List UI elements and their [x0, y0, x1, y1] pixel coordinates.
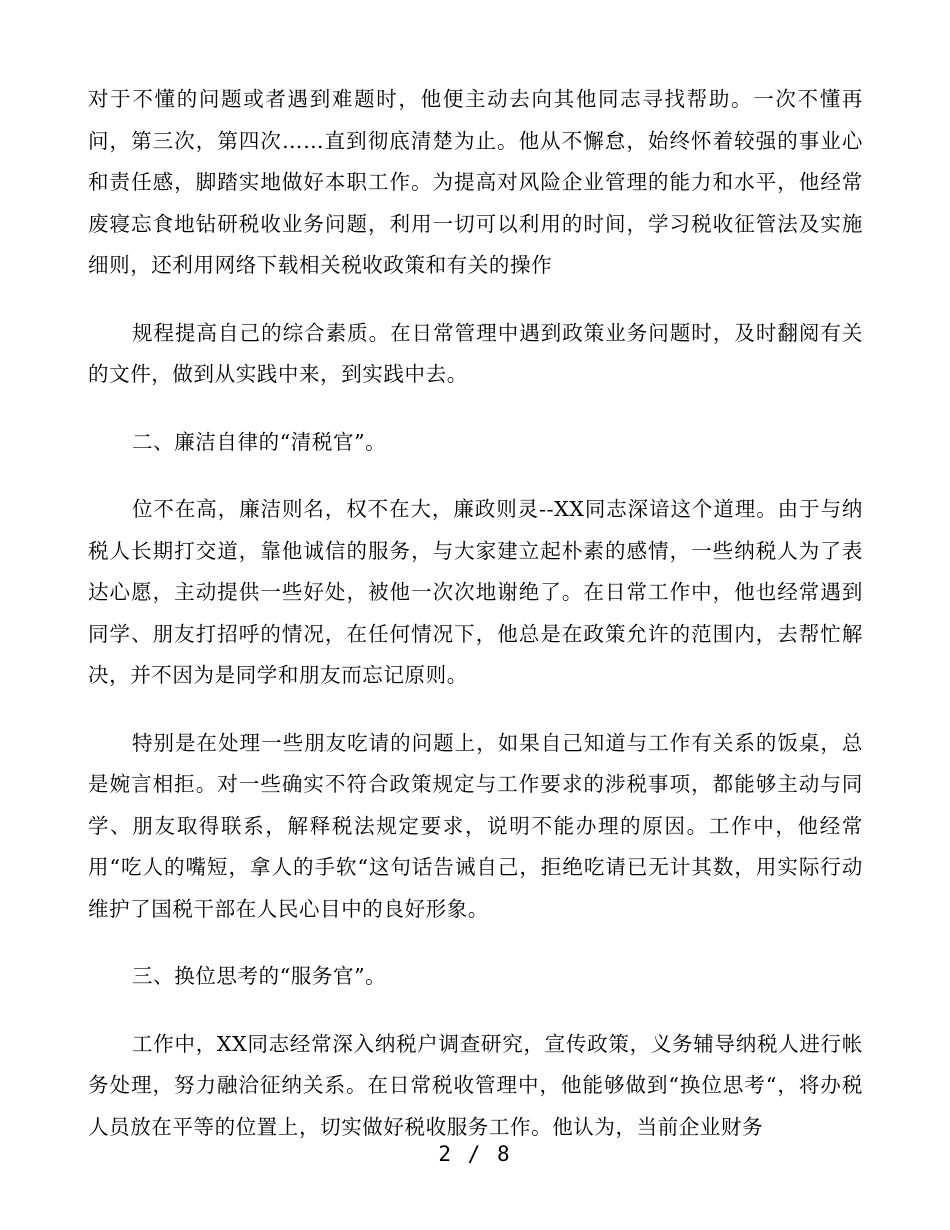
document-body	[88, 79, 863, 1174]
page-number: 2 / 8	[438, 1142, 512, 1166]
paragraph-2: 规程提高自己的综合素质。在日常管理中遇到政策业务问题时，及时翻阅有关的文件，做到从实践中来，到实践中去。	[88, 320, 863, 386]
paragraph-4: 位不在高，廉洁则名，权不在大，廉政则灵--XX同志深谙这个道理。由于与纳税人长期打交道，靠他诚信的服务，与大家建立起朴素的感情，一些纳税人为了表达心愿，主动提供一些好处，被他一次次地谢绝了。在日常工作中，他也经常遇到同学、朋友打招呼的情况，在任何情况下，他总是在政策允许的范围内，去帮忙解决，并不因为是同学和朋友而忘记原则。	[88, 497, 863, 687]
section-heading-2: 二、廉洁自律的“清税官”。	[132, 429, 387, 454]
paragraph-1: 对于不懂的问题或者遇到难题时，他便主动去向其他同志寻找帮助。一次不懂再问，第三次，第四次……直到彻底清楚为止。他从不懈怠，始终怀着较强的事业心和责任感，脚踏实地做好本职工作。为提高对风险企业管理的能力和水平，他经常废寝忘食地钻研税收业务问题，利用一切可以利用的时间，学习税收征管法及实施细则，还利用网络下载相关税收政策和有关的操作	[88, 87, 863, 277]
paragraph-5: 特别是在处理一些朋友吃请的问题上，如果自己知道与工作有关系的饭桌，总是婉言相拒。对一些确实不符合政策规定与工作要求的涉税事项，都能够主动与同学、朋友取得联系，解释税法规定要求，说明不能办理的原因。工作中，他经常用“吃人的嘴短，拿人的手软“这句话告诫自己，拒绝吃请已无计其数，用实际行动维护了国税干部在人民心目中的良好形象。	[88, 730, 863, 921]
paragraph-7: 工作中，XX同志经常深入纳税户调查研究，宣传政策，义务辅导纳税人进行帐务处理，努力融洽征纳关系。在日常税收管理中，他能够做到“换位思考“，将办税人员放在平等的位置上，切实做好税收服务工作。他认为，当前企业财务	[88, 1031, 863, 1139]
section-heading-3: 三、换位思考的“服务官”。	[132, 964, 387, 988]
